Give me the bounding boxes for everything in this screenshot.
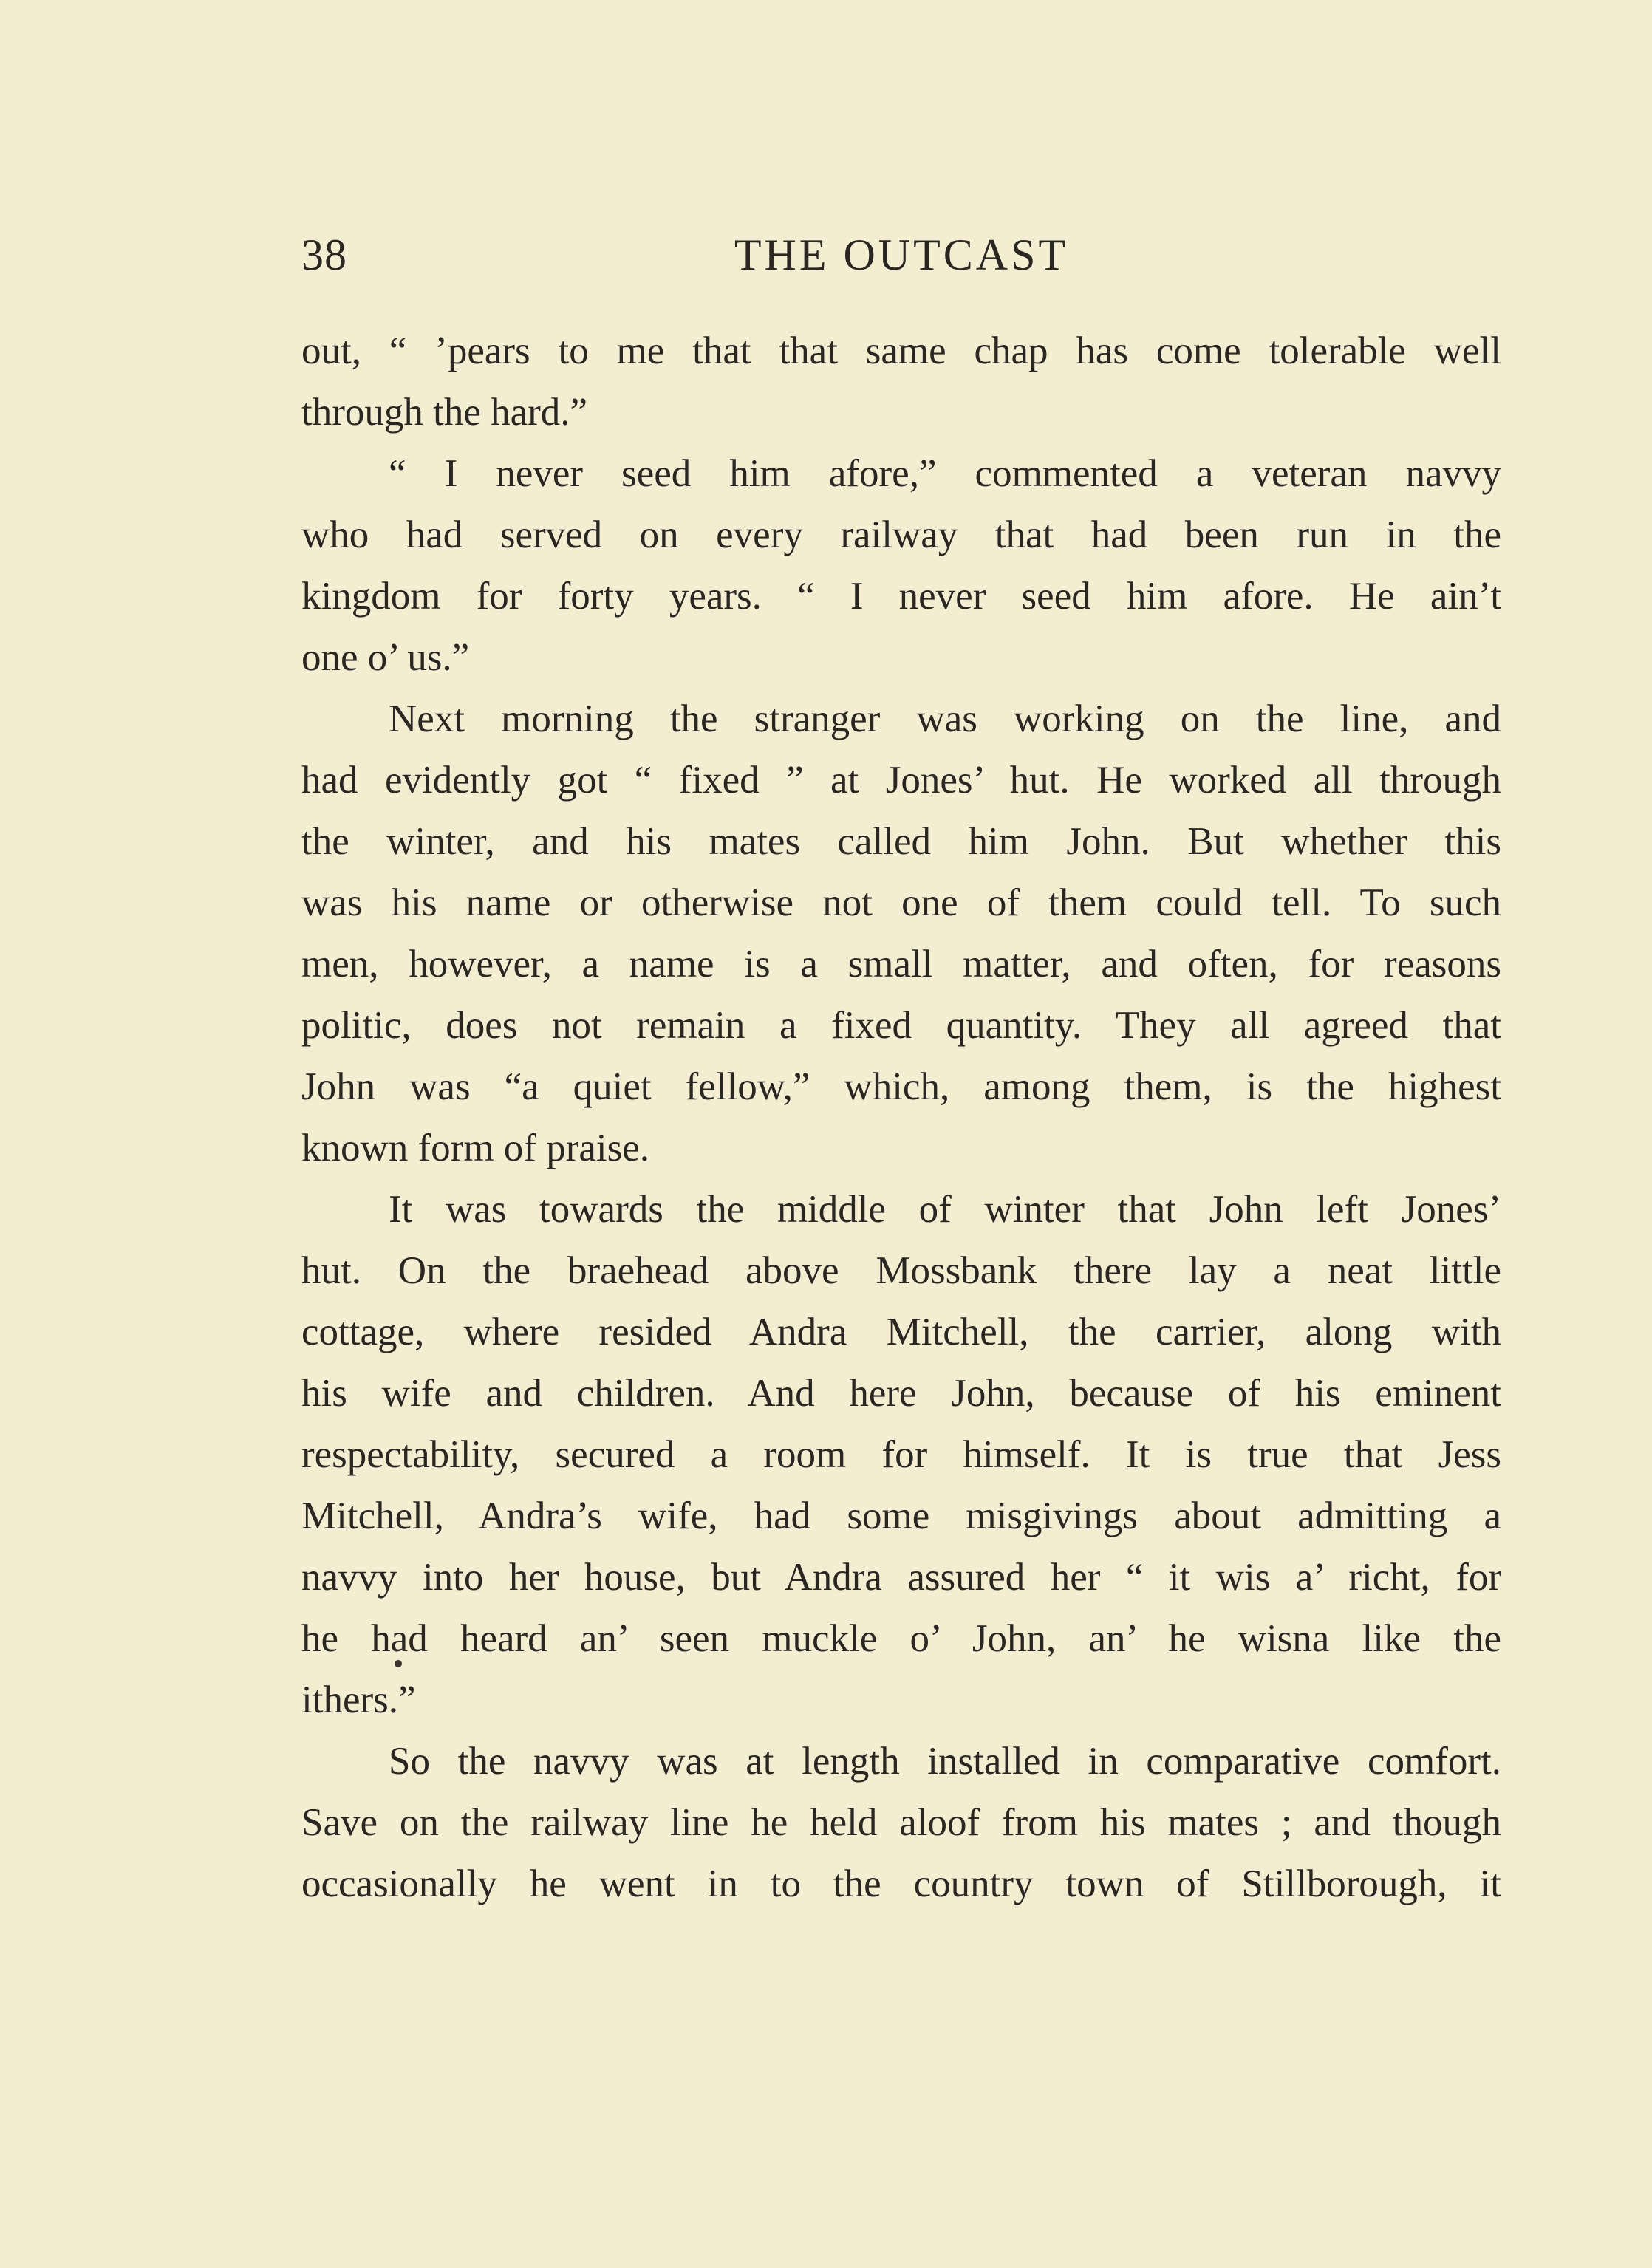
text-line: he had heard an’ seen muckle o’ John, an’ he wisna like the [301,1617,1501,1660]
text-line: had evidently got “ fixed ” at Jones’ hut. He worked all through [301,759,1501,802]
text-line: through the hard.” [301,391,588,434]
page-number: 38 [301,230,347,279]
paragraph [301,1731,1501,1915]
ink-speck [395,1660,402,1667]
text-line: Mitchell, Andra’s wife, had some misgivings about admitting a [301,1495,1501,1537]
paragraph [301,321,1501,443]
running-title: THE OUTCAST [734,230,1069,279]
text-line: ithers.” [301,1678,416,1721]
text-line: known form of praise. [301,1127,649,1169]
text-line: one o’ us.” [301,636,470,679]
paragraph [301,443,1501,689]
text-line: Next morning the stranger was working on the line, and [389,697,1501,740]
text-line: his wife and children. And here John, because of his eminent [301,1372,1501,1415]
paragraph [301,689,1501,1179]
text-line: It was towards the middle of winter that John left Jones’ [389,1188,1501,1231]
text-line: respectability, secured a room for himself. It is true that Jess [301,1433,1501,1476]
text-line: “ I never seed him afore,” commented a veteran navvy [389,452,1501,495]
text-line: politic, does not remain a fixed quantity. They all agreed that [301,1004,1501,1047]
text-line: John was “a quiet fellow,” which, among them, is the highest [301,1065,1501,1108]
body-text [301,321,1501,1915]
text-line: cottage, where resided Andra Mitchell, the carrier, along with [301,1311,1501,1353]
text-line: was his name or otherwise not one of them could tell. To such [301,881,1501,924]
text-line: men, however, a name is a small matter, and often, for reasons [301,943,1501,986]
text-line: Save on the railway line he held aloof from his mates ; and though [301,1801,1501,1844]
text-line: navvy into her house, but Andra assured her “ it wis a’ richt, for [301,1556,1501,1599]
paragraph [301,1179,1501,1731]
text-line: occasionally he went in to the country town of Stillborough, it [301,1862,1501,1905]
page-header [301,222,1501,288]
text-line: out, “ ’pears to me that that same chap has come tolerable well [301,329,1501,372]
text-line: hut. On the braehead above Mossbank there lay a neat little [301,1249,1501,1292]
text-line: the winter, and his mates called him John. But whether this [301,820,1501,863]
text-line: kingdom for forty years. “ I never seed him afore. He ain’t [301,575,1501,618]
text-line: So the navvy was at length installed in comparative comfort. [389,1740,1501,1783]
text-line: who had served on every railway that had been run in the [301,513,1501,556]
